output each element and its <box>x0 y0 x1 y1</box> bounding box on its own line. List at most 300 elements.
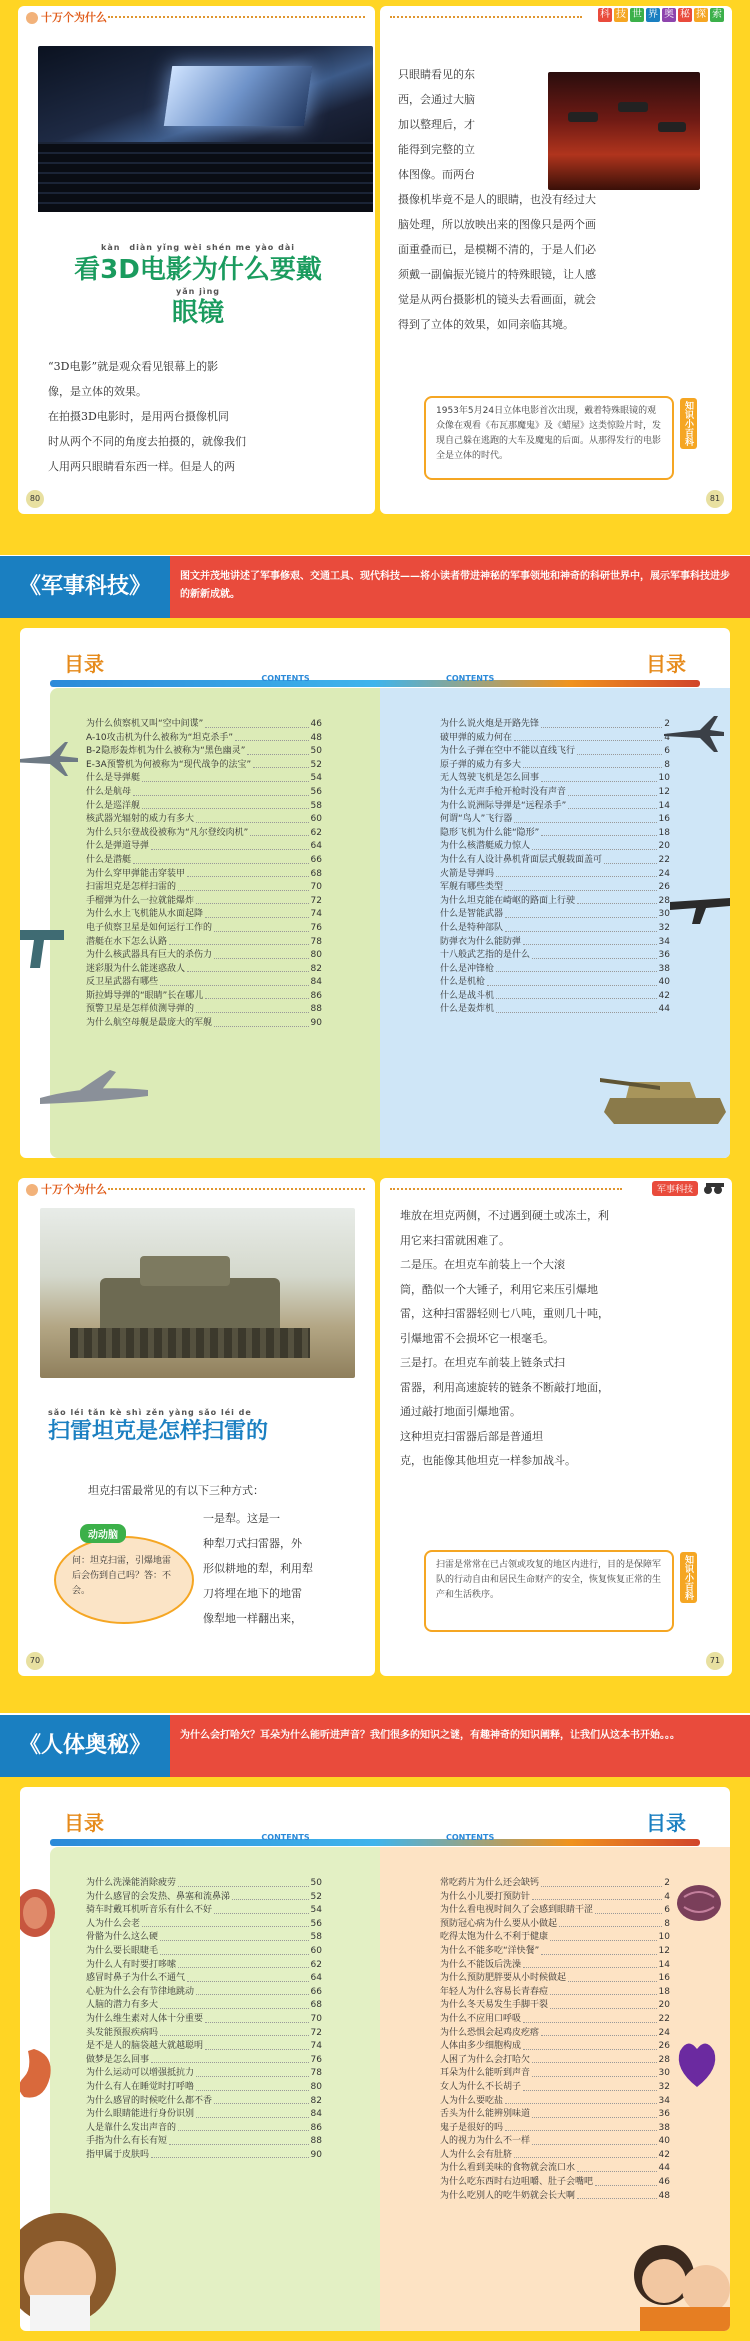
toc-entry[interactable] <box>86 813 322 827</box>
toc-entry[interactable] <box>86 2027 322 2041</box>
toc-entry[interactable] <box>86 759 322 773</box>
toc-leader-dots <box>532 2067 657 2077</box>
section-header-label: 军事科技 <box>652 1181 698 1196</box>
toc-entry[interactable] <box>86 1003 322 1017</box>
text-line: 西，会通过大脑 <box>398 93 475 106</box>
toc-entry[interactable] <box>440 1931 670 1945</box>
toc-entry-page: 80 <box>310 950 322 961</box>
toc-entry[interactable] <box>440 2190 670 2204</box>
page-header <box>18 1178 375 1198</box>
heart-icon <box>674 2035 720 2091</box>
toc-leader-dots <box>214 922 309 932</box>
toc-leader-dots <box>505 881 657 891</box>
toc-entry-title: 为什么感冒的时候吃什么都不香 <box>86 2095 213 2106</box>
spread-3d-movie <box>0 0 750 555</box>
toc-leader-dots <box>505 2095 657 2105</box>
toc-entry-page: 4 <box>664 732 670 743</box>
brain-teaser-text: 问：坦克扫雷，引爆地雷后会伤到自己吗？答：不会。 <box>72 1556 172 1596</box>
toc-entry-title: 何谓“鸟人”飞行器 <box>440 814 513 825</box>
toc-entry-title: E-3A预警机为何被称为“现代战争的法宝” <box>86 759 252 770</box>
toc-entry-title: 什么是巡洋舰 <box>86 800 141 811</box>
toc-entry-page: 58 <box>310 800 322 811</box>
toc-leader-dots <box>187 963 309 973</box>
toc-entry-title: 为什么小儿要打预防针 <box>440 1891 531 1902</box>
toc-leader-dots <box>205 990 308 1000</box>
text-line: 像，是立体的效果。 <box>48 385 147 398</box>
toc-entry[interactable] <box>440 827 670 841</box>
toc-entry[interactable] <box>440 1945 670 1959</box>
toc-leader-dots <box>247 745 308 755</box>
toc-entry-title: 十八般武艺指的是什么 <box>440 950 531 961</box>
toc-entry[interactable] <box>440 759 670 773</box>
toc-entry[interactable] <box>440 1959 670 1973</box>
toc-entry-page: 84 <box>310 977 322 988</box>
toc-entry[interactable] <box>86 1904 322 1918</box>
toc-military <box>0 618 750 1168</box>
toc-entry-title: 为什么核武器具有巨大的杀伤力 <box>86 950 213 961</box>
text-line: 人用两只眼睛看东西一样。但是人的两 <box>48 460 235 473</box>
toc-entry[interactable] <box>86 2108 322 2122</box>
toc-entry[interactable] <box>440 854 670 868</box>
toc-entry-title: A-10攻击机为什么被称为“坦克杀手” <box>86 732 233 743</box>
toc-leader-dots <box>187 868 309 878</box>
toc-entry-title: 舌头为什么能辨别味道 <box>440 2109 531 2120</box>
toc-entry[interactable] <box>440 2162 670 2176</box>
knowledge-tag: 知识小百科 <box>680 398 697 449</box>
toc-entry[interactable] <box>86 854 322 868</box>
toc-entry[interactable] <box>86 990 322 1004</box>
toc-entry-page: 54 <box>310 773 322 784</box>
toc-entry[interactable] <box>440 1918 670 1932</box>
toc-leader-dots <box>523 1959 657 1969</box>
toc-entry[interactable] <box>86 1999 322 2013</box>
toc-entry[interactable] <box>86 1891 322 1905</box>
toc-entry-page: 70 <box>310 2013 322 2024</box>
toc-entry-title: 为什么要长眼睫毛 <box>86 1945 159 1956</box>
human-body-banner <box>0 1715 750 1777</box>
toc-entry-title: 什么是导弹艇 <box>86 773 141 784</box>
toc-entry-page: 12 <box>658 786 670 797</box>
toc-entry-title: 为什么子弹在空中不能以直线飞行 <box>440 746 576 757</box>
toc-entry[interactable] <box>440 936 670 950</box>
toc-entry[interactable] <box>440 745 670 759</box>
page-header-right <box>380 1178 732 1198</box>
toc-entry-title: 是不是人的脑袋越大就越聪明 <box>86 2041 204 2052</box>
contents-label-right: CONTENTS <box>446 1833 495 1842</box>
toc-entry[interactable] <box>86 2122 322 2136</box>
toc-leader-dots <box>196 2067 309 2077</box>
toc-entry[interactable] <box>440 2081 670 2095</box>
toc-entry-page: 36 <box>658 950 670 961</box>
toc-leader-dots <box>151 840 309 850</box>
toc-leader-dots <box>496 963 657 973</box>
toc-leader-dots <box>505 908 657 918</box>
toc-entry-page: 38 <box>658 2122 670 2133</box>
toc-page <box>20 628 730 1158</box>
badge: 秘 <box>680 9 690 20</box>
text-line: 像犁地一样翻出来， <box>203 1612 302 1625</box>
toc-entry[interactable] <box>86 786 322 800</box>
text-line: 刀将埋在地下的地雷 <box>203 1587 302 1600</box>
badge: 索 <box>712 9 722 20</box>
toc-leader-dots <box>196 1003 309 1013</box>
page-right <box>380 6 732 514</box>
toc-entry-page: 38 <box>658 963 670 974</box>
drone-icon <box>40 1068 150 1118</box>
toc-entry[interactable] <box>86 2013 322 2027</box>
audience-3d-glasses-photo <box>548 72 700 190</box>
toc-entry[interactable] <box>440 1999 670 2013</box>
toc-leader-dots <box>250 827 308 837</box>
toc-entry[interactable] <box>86 895 322 909</box>
text-line: 种犁刀式扫雷器，外 <box>203 1537 302 1550</box>
toc-entry[interactable] <box>86 1959 322 1973</box>
text-line: 面重叠而已，是模糊不清的，于是人们必 <box>398 243 596 256</box>
toc-entry-title: 预警卫星是怎样侦测导弹的 <box>86 1004 195 1015</box>
text-line: 只眼睛看见的东 <box>398 68 475 81</box>
right-body-bottom <box>398 187 718 337</box>
toc-entry-title: 什么是机枪 <box>440 977 486 988</box>
toc-leader-dots <box>235 732 309 742</box>
toc-entry[interactable] <box>440 1972 670 1986</box>
toc-leader-dots <box>160 1931 309 1941</box>
toc-entry-title: 斯拉姆导弹的“眼睛”长在哪儿 <box>86 990 204 1001</box>
toc-entry[interactable] <box>440 963 670 977</box>
toc-page-2 <box>20 1787 730 2331</box>
toc-entry-page: 74 <box>310 2041 322 2052</box>
toc-entry[interactable] <box>440 2176 670 2190</box>
toc-entry-title: 为什么无声手枪开枪时没有声音 <box>440 786 567 797</box>
toc-entry-title: 什么是冲锋枪 <box>440 963 495 974</box>
page-number-left: 80 <box>26 490 44 508</box>
toc-entry-title: 潜艇在水下怎么认路 <box>86 936 168 947</box>
badge: 世 <box>632 9 642 20</box>
toc-entry-page: 18 <box>658 1986 670 1997</box>
toc-entry-page: 80 <box>310 2081 322 2092</box>
toc-entry[interactable] <box>440 1986 670 2000</box>
toc-entry[interactable] <box>86 1918 322 1932</box>
toc-entry[interactable] <box>86 2149 322 2163</box>
toc-entry[interactable] <box>440 718 670 732</box>
toc-entry[interactable] <box>86 1986 322 2000</box>
toc-entry[interactable] <box>440 2108 670 2122</box>
child-sneezing-photo <box>20 2205 120 2331</box>
toc-entry-title: 为什么水上飞机能从水面起降 <box>86 909 204 920</box>
toc-entry-page: 54 <box>310 1905 322 1916</box>
badge: 技 <box>616 9 626 20</box>
title-pinyin: kàn diàn yǐng wèi shén me yào dài <box>101 243 295 252</box>
toc-entry-page: 78 <box>310 2068 322 2079</box>
toc-entry-page: 18 <box>658 827 670 838</box>
toc-entry-page: 26 <box>658 882 670 893</box>
toc-entry-page: 14 <box>658 800 670 811</box>
toc-entry[interactable] <box>86 976 322 990</box>
toc-leader-dots <box>532 949 657 959</box>
text-line: 雷，这种扫雷器轻则七八吨，重则几十吨， <box>400 1307 609 1320</box>
toc-entry[interactable] <box>440 2149 670 2163</box>
toc-entry[interactable] <box>86 732 322 746</box>
toc-heading-right: 目录 <box>646 652 686 676</box>
toc-leader-dots <box>496 868 657 878</box>
title-text: 扫雷坦克是怎样扫雷的 <box>48 1419 269 1444</box>
toc-entry[interactable] <box>86 2081 322 2095</box>
toc-leader-dots <box>577 2162 657 2172</box>
toc-list-left <box>86 718 322 1031</box>
toc-leader-dots <box>523 2081 657 2091</box>
toc-entry-page: 20 <box>658 2000 670 2011</box>
toc-entry[interactable] <box>86 745 322 759</box>
toc-entry-page: 24 <box>658 868 670 879</box>
toc-leader-dots <box>523 936 657 946</box>
page-left-2 <box>18 1178 375 1676</box>
banner-label: 《人体奥秘》 <box>0 1715 170 1777</box>
toc-leader-dots <box>142 800 309 810</box>
toc-leader-dots <box>550 1931 657 1941</box>
toc-entry[interactable] <box>440 1904 670 1918</box>
toc-entry-title: 核武器光辐射的威力有多大 <box>86 814 195 825</box>
toc-entry-page: 24 <box>658 2027 670 2038</box>
toc-entry-page: 68 <box>310 868 322 879</box>
toc-entry-page: 28 <box>658 2054 670 2065</box>
text-line: 通过敲打地面引爆地雷。 <box>400 1405 521 1418</box>
knowledge-tag-2: 知识小百科 <box>680 1552 697 1603</box>
toc-entry[interactable] <box>440 949 670 963</box>
military-tech-banner <box>0 556 750 618</box>
toc-leader-dots <box>595 1904 662 1914</box>
toc-entry[interactable] <box>440 840 670 854</box>
toc-entry-title: 手指为什么有长有短 <box>86 2136 168 2147</box>
toc-entry[interactable] <box>440 2013 670 2027</box>
toc-entry-title: 扫雷坦克是怎样扫雷的 <box>86 882 177 893</box>
left-intro: 坦克扫雷最常见的有以下三种方式： <box>88 1484 264 1497</box>
toc-entry[interactable] <box>86 718 322 732</box>
toc-entry-title: 为什么眼睛能进行身份识别 <box>86 2109 195 2120</box>
toc-entry[interactable] <box>86 827 322 841</box>
text-line: 体图像。而两台 <box>398 168 475 181</box>
toc-entry-page: 56 <box>310 1918 322 1929</box>
toc-entry-title: 骨骼为什么这么硬 <box>86 1932 159 1943</box>
toc-leader-dots <box>532 840 657 850</box>
brand-label: 十万个为什么 <box>26 9 107 25</box>
toc-entry-title: 电子侦察卫星是如何运行工作的 <box>86 922 213 933</box>
jet-icon-right <box>664 714 724 754</box>
toc-leader-dots <box>559 1918 662 1928</box>
toc-leader-dots <box>604 854 657 864</box>
toc-entry-page: 56 <box>310 786 322 797</box>
toc-entry-page: 82 <box>310 963 322 974</box>
toc-leader-dots <box>595 2176 657 2186</box>
toc-entry[interactable] <box>440 2067 670 2081</box>
toc-leader-dots <box>487 976 657 986</box>
toc-entry-page: 14 <box>658 1959 670 1970</box>
toc-entry-title: 人的视力为什么不一样 <box>440 2136 531 2147</box>
toc-entry[interactable] <box>86 936 322 950</box>
toc-entry[interactable] <box>86 908 322 922</box>
toc-entry[interactable] <box>440 908 670 922</box>
toc-entry-title: 隐形飞机为什么能“隐形” <box>440 827 540 838</box>
toc-leader-dots <box>151 2149 309 2159</box>
text-line: 三是打。在坦克车前装上链条式扫 <box>400 1356 565 1369</box>
toc-entry[interactable] <box>86 963 322 977</box>
toc-entry-page: 68 <box>310 2000 322 2011</box>
toc-leader-dots <box>568 1972 657 1982</box>
toc-leader-dots <box>205 718 308 728</box>
toc-leader-dots <box>496 1003 657 1013</box>
text-line: 摄像机毕竟不是人的眼睛，也没有经过大 <box>398 193 596 206</box>
toc-entry[interactable] <box>86 1931 322 1945</box>
toc-entry-title: 手榴弹为什么一拉就能爆炸 <box>86 895 195 906</box>
toc-entry-title: 人是靠什么发出声音的 <box>86 2122 177 2133</box>
badge: 探 <box>696 9 706 20</box>
cannon-icon <box>702 1180 726 1194</box>
toc-entry-title: 为什么说洲际导弹是“远程杀手” <box>440 800 567 811</box>
toc-entry[interactable] <box>86 772 322 786</box>
toc-leader-dots <box>178 1877 309 1887</box>
toc-entry-title: 为什么人有时要打哆嗦 <box>86 1959 177 1970</box>
toc-leader-dots <box>196 813 309 823</box>
toc-entry[interactable] <box>440 772 670 786</box>
toc-entry-page: 34 <box>658 936 670 947</box>
toc-entry[interactable] <box>86 2095 322 2109</box>
toc-leader-dots <box>196 1986 309 1996</box>
toc-heading-left: 目录 <box>64 652 104 676</box>
toc-entry-title: 原子弹的威力有多大 <box>440 759 522 770</box>
toc-entry-page: 12 <box>658 1945 670 1956</box>
toc-entry-title: 心脏为什么会有节律地跳动 <box>86 1986 195 1997</box>
toc-entry[interactable] <box>440 1877 670 1891</box>
toc-entry-title: 破甲弹的威力何在 <box>440 732 513 743</box>
toc-entry-page: 76 <box>310 2054 322 2065</box>
toc-entry[interactable] <box>440 786 670 800</box>
toc-entry-page: 84 <box>310 2109 322 2120</box>
toc-entry-page: 62 <box>310 1959 322 1970</box>
toc-entry-title: 鬼子是很好的吗 <box>440 2122 504 2133</box>
toc-entry[interactable] <box>86 1877 322 1891</box>
toc-entry-page: 30 <box>658 2068 670 2079</box>
toc-entry[interactable] <box>440 2054 670 2068</box>
toc-entry[interactable] <box>86 1972 322 1986</box>
toc-leader-dots <box>577 745 662 755</box>
toc-divider-bar <box>50 680 700 687</box>
toc-entry[interactable] <box>440 813 670 827</box>
toc-leader-dots <box>196 2108 309 2118</box>
toc-leader-dots <box>523 2013 657 2023</box>
text-line: 二是压。在坦克车前装上一个大滚 <box>400 1258 565 1271</box>
toc-entry[interactable] <box>440 976 670 990</box>
toc-entry[interactable] <box>440 800 670 814</box>
toc-entry-page: 70 <box>310 882 322 893</box>
toc-entry-page: 82 <box>310 2095 322 2106</box>
toc-entry[interactable] <box>86 2040 322 2054</box>
toc-entry-title: 做梦是怎么回事 <box>86 2054 150 2065</box>
text-line: 得到了立体的效果，如同亲临其境。 <box>398 318 574 331</box>
toc-entry-title: 人为什么会有肚脐 <box>440 2149 513 2160</box>
toc-entry[interactable] <box>86 868 322 882</box>
text-line: 引爆地雷不会损坏它一根毫毛。 <box>400 1331 554 1345</box>
text-line: 克，也能像其他坦克一样参加战斗。 <box>400 1454 576 1467</box>
toc-entry-page: 66 <box>310 1986 322 1997</box>
toc-entry[interactable] <box>86 2054 322 2068</box>
toc-entry-title: 头发能预报疾病吗 <box>86 2027 159 2038</box>
toc-entry[interactable] <box>86 2067 322 2081</box>
toc-entry-page: 32 <box>658 2081 670 2092</box>
toc-entry[interactable] <box>440 990 670 1004</box>
toc-entry-title: 人体由多少细胞构成 <box>440 2041 522 2052</box>
toc-entry-page: 44 <box>658 2163 670 2174</box>
page-header <box>18 6 375 26</box>
text-line: 筒，酷似一个大锤子，利用它来压引爆地 <box>400 1282 598 1296</box>
toc-entry-page: 40 <box>658 2136 670 2147</box>
toc-leader-dots <box>160 2027 309 2037</box>
toc-entry-title: 什么是特种部队 <box>440 922 504 933</box>
toc-entry[interactable] <box>440 2122 670 2136</box>
toc-entry[interactable] <box>86 1945 322 1959</box>
toc-entry-title: 骑车时戴耳机听音乐有什么不好 <box>86 1905 213 1916</box>
toc-entry[interactable] <box>86 922 322 936</box>
toc-entry-page: 64 <box>310 1973 322 1984</box>
toc-leader-dots <box>550 1999 657 2009</box>
toc-entry-page: 46 <box>658 2177 670 2188</box>
toc-leader-dots <box>496 990 657 1000</box>
toc-human-body <box>0 1777 750 2341</box>
toc-entry[interactable] <box>440 2040 670 2054</box>
toc-entry-page: 86 <box>310 990 322 1001</box>
toc-leader-dots <box>214 2095 309 2105</box>
toc-leader-dots <box>232 1891 309 1901</box>
toc-entry[interactable] <box>440 922 670 936</box>
tank-icon <box>600 1058 730 1128</box>
toc-leader-dots <box>187 1972 309 1982</box>
toc-leader-dots <box>541 718 662 728</box>
toc-entry-title: 反卫星武器有哪些 <box>86 977 159 988</box>
toc-entry[interactable] <box>440 1891 670 1905</box>
toc-entry-page: 28 <box>658 895 670 906</box>
toc-entry[interactable] <box>440 881 670 895</box>
toc-entry[interactable] <box>86 949 322 963</box>
text-line: 雷器，利用高速旋转的链条不断敲打地面， <box>400 1380 609 1394</box>
toc-entry[interactable] <box>86 840 322 854</box>
text-line: 一是犁。这是一 <box>203 1512 280 1525</box>
toc-entry-page: 6 <box>664 746 670 757</box>
toc-entry[interactable] <box>86 2135 322 2149</box>
toc-entry[interactable] <box>440 732 670 746</box>
right-body-top <box>398 62 546 187</box>
toc-entry-title: 女人为什么不长胡子 <box>440 2081 522 2092</box>
toc-entry-title: 什么是智能武器 <box>440 909 504 920</box>
toc-entry-page: 8 <box>664 1918 670 1929</box>
toc-entry[interactable] <box>440 2135 670 2149</box>
toc-entry-page: 20 <box>658 841 670 852</box>
toc-entry[interactable] <box>440 2095 670 2109</box>
toc-entry-title: 为什么坦克能在崎岖的路面上行驶 <box>440 895 576 906</box>
toc-entry[interactable] <box>440 895 670 909</box>
toc-entry-title: 常吃药片为什么还会缺钙 <box>440 1878 540 1888</box>
toc-entry-page: 16 <box>658 1973 670 1984</box>
anatomy-head-icon <box>20 1887 60 1947</box>
toc-leader-dots <box>532 2054 657 2064</box>
toc-entry[interactable] <box>86 881 322 895</box>
toc-entry[interactable] <box>440 2027 670 2041</box>
toc-entry[interactable] <box>440 1003 670 1017</box>
toc-entry[interactable] <box>440 868 670 882</box>
toc-entry-title: 什么是航母 <box>86 786 132 797</box>
toc-entry-page: 90 <box>310 2149 322 2160</box>
text-line: “3D电影”就是观众看见银幕上的影 <box>48 360 219 373</box>
toc-entry[interactable] <box>86 800 322 814</box>
toc-leader-dots <box>160 1999 309 2009</box>
toc-entry[interactable] <box>86 1017 322 1031</box>
toc-entry-title: 为什么吃别人的吃牛奶就会长大啊 <box>440 2190 576 2201</box>
